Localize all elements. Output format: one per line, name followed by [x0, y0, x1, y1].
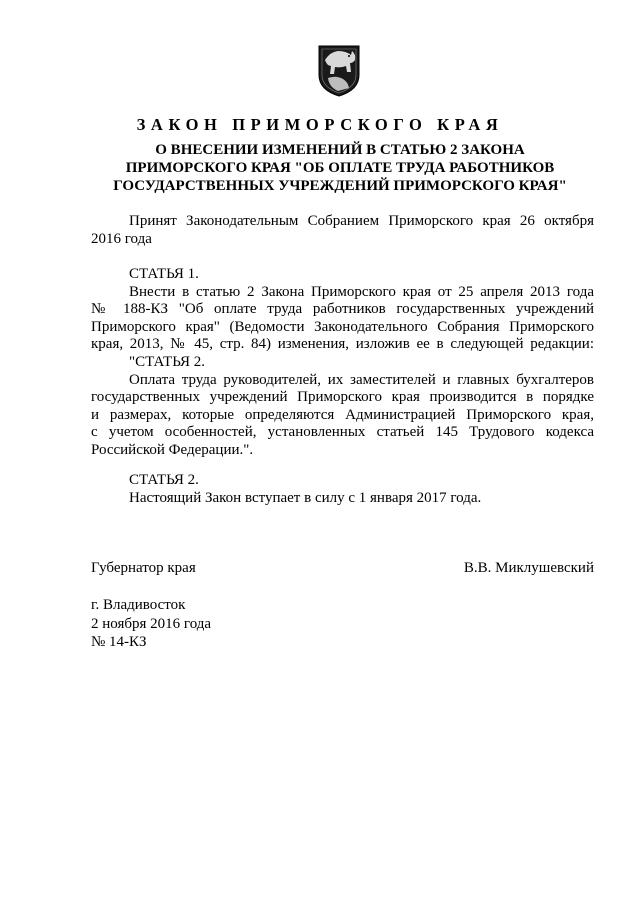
article-1-line-4: края, 2013, № 45, стр. 84) изменения, изложив ее в следующей редакции: [91, 336, 594, 353]
subtitle-line-2: ПРИМОРСКОГО КРАЯ "ОБ ОПЛАТЕ ТРУДА РАБОТНИКОВ [125, 160, 555, 176]
adoption-line-2: 2016 года [91, 230, 152, 247]
adoption-line-1: Принят Законодательным Собранием Приморского края 26 октября [129, 213, 594, 229]
article-1-line-2: № 188-КЗ "Об оплате труда работников государственных учреждений [91, 301, 594, 318]
primorsky-krai-coat-of-arms-icon [316, 42, 362, 98]
law-subtitle [80, 141, 600, 195]
article-1-line-3: Приморского края" (Ведомости Законодательного Собрания Приморского [91, 318, 594, 335]
signatory-name: В.В. Миклушевский [463, 560, 594, 576]
quoted-line-5: Российской Федерации.". [91, 441, 254, 458]
article-1 [91, 266, 594, 460]
city: г. Владивосток [91, 597, 186, 613]
article-2-heading: СТАТЬЯ 2. [129, 472, 199, 488]
quoted-line-3: и размерах, которые определяются Администрацией Приморского края, [91, 406, 594, 423]
signing-date: 2 ноября 2016 года [91, 615, 212, 632]
article-2 [91, 472, 594, 507]
subtitle-line-3: ГОСУДАРСТВЕННЫХ УЧРЕЖДЕНИЙ ПРИМОРСКОГО КРАЯ" [113, 178, 567, 194]
quoted-line-4: с учетом особенностей, установленных статьей 145 Трудового кодекса [91, 424, 594, 441]
article-2-text: Настоящий Закон вступает в силу с 1 января 2017 года. [129, 489, 482, 506]
law-title: ЗАКОН ПРИМОРСКОГО КРАЯ [136, 115, 504, 134]
quoted-article-heading: "СТАТЬЯ 2. [129, 353, 206, 370]
signatory-position: Губернатор края [91, 560, 196, 576]
place-date-number [91, 596, 211, 652]
subtitle-line-1: О ВНЕСЕНИИ ИЗМЕНЕНИЙ В СТАТЬЮ 2 ЗАКОНА [155, 142, 525, 158]
law-number: № 14-КЗ [91, 634, 147, 650]
article-1-line-1: Внести в статью 2 Закона Приморского края от 25 апреля 2013 года [129, 283, 594, 300]
adoption-statement [91, 213, 594, 248]
quoted-line-1: Оплата труда руководителей, их заместителей и главных бухгалтеров [129, 371, 594, 388]
quoted-line-2: государственных учреждений Приморского края производится в порядке [91, 389, 594, 406]
article-1-heading: СТАТЬЯ 1. [129, 266, 199, 282]
